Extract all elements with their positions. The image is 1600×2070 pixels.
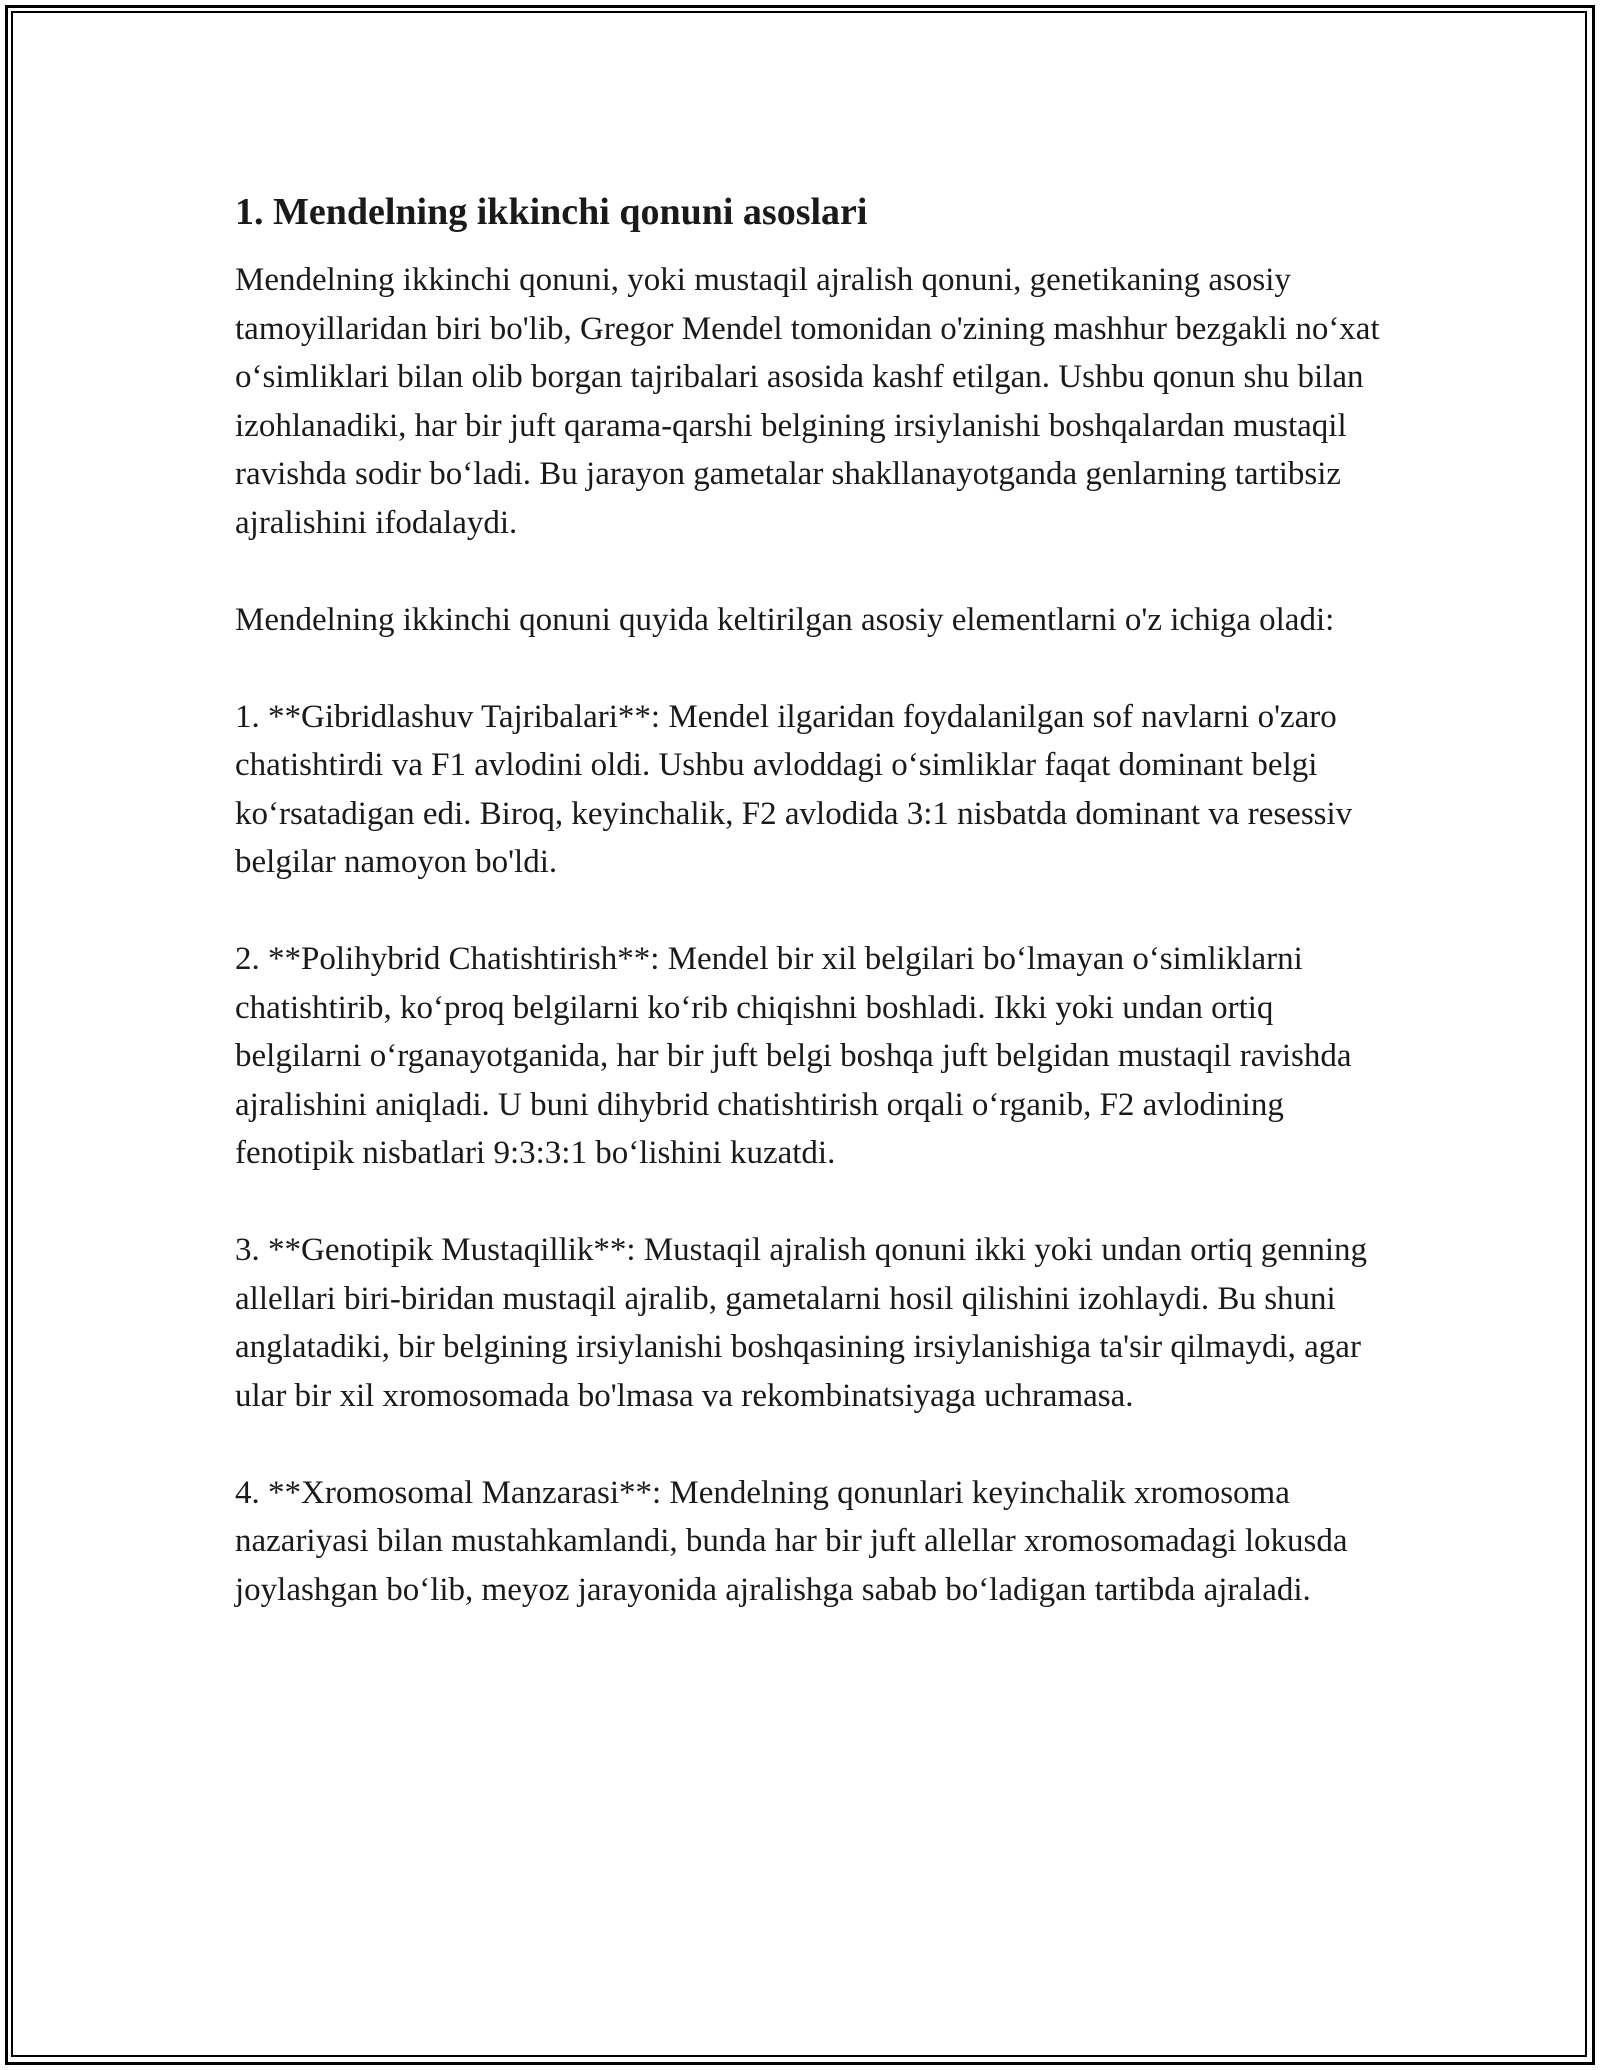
list-item-chromosomal-view: 4. **Xromosomal Manzarasi**: Mendelning qonunlari keyinchalik xromosoma nazariyasi bilan mustahkamlandi, bunda har bir juft allellar xromosomadagi lokusda joylashgan bo‘lib, meyoz jarayonida ajralishga sabab bo‘ladigan tartibda ajraladi.	[235, 1474, 1348, 1608]
list-item-polyhybrid: 2. **Polihybrid Chatishtirish**: Mendel bir xil belgilari bo‘lmayan o‘simliklarni chatishtirib, ko‘proq belgilarni ko‘rib chiqishni boshladi. Ikki yoki undan ortiq belgilarni o‘rganayotganida, har bir juft belgi boshqa juft belgidan mustaqil ravishda ajralishini aniqladi. U buni dihybrid chatishtirish orqali o‘rganib, F2 avlodining fenotipik nisbatlari 9:3:3:1 bo‘lishini kuzatdi.	[235, 941, 1352, 1171]
elements-lead-paragraph: Mendelning ikkinchi qonuni quyida keltirilgan asosiy elementlarni o'z ichiga oladi:	[235, 601, 1335, 638]
intro-paragraph: Mendelning ikkinchi qonuni, yoki mustaqil ajralish qonuni, genetikaning asosiy tamoyillaridan biri bo'lib, Gregor Mendel tomonidan o'zining mashhur bezgakli no‘xat o‘simliklari bilan olib borgan tajribalari asosida kashf etilgan. Ushbu qonun shu bilan izohlanadiki, har bir juft qarama-qarshi belgining irsiylanishi boshqalardan mustaqil ravishda sodir bo‘ladi. Bu jarayon gametalar shakllanayotganda genlarning tartibsiz ajralishini ifodalaydi.	[235, 262, 1380, 541]
page-title: 1. Mendelning ikkinchi qonuni asoslari	[235, 191, 868, 233]
document-body	[235, 180, 1395, 1663]
list-item-hybridization: 1. **Gibridlashuv Tajribalari**: Mendel ilgaridan foydalanilgan sof navlarni o'zaro chatishtirdi va F1 avlodini oldi. Ushbu avloddagi o‘simliklar faqat dominant belgi ko‘rsatadigan edi. Biroq, keyinchalik, F2 avlodida 3:1 nisbatda dominant va resessiv belgilar namoyon bo'ldi.	[235, 698, 1353, 880]
list-item-genotypic-independence: 3. **Genotipik Mustaqillik**: Mustaqil ajralish qonuni ikki yoki undan ortiq genning allellari biri-biridan mustaqil ajralib, gametalarni hosil qilishini izohlaydi. Bu shuni anglatadiki, bir belgining irsiylanishi boshqasining irsiylanishiga ta'sir qilmaydi, agar ular bir xil xromosomada bo'lmasa va rekombinatsiyaga uchramasa.	[235, 1232, 1368, 1414]
